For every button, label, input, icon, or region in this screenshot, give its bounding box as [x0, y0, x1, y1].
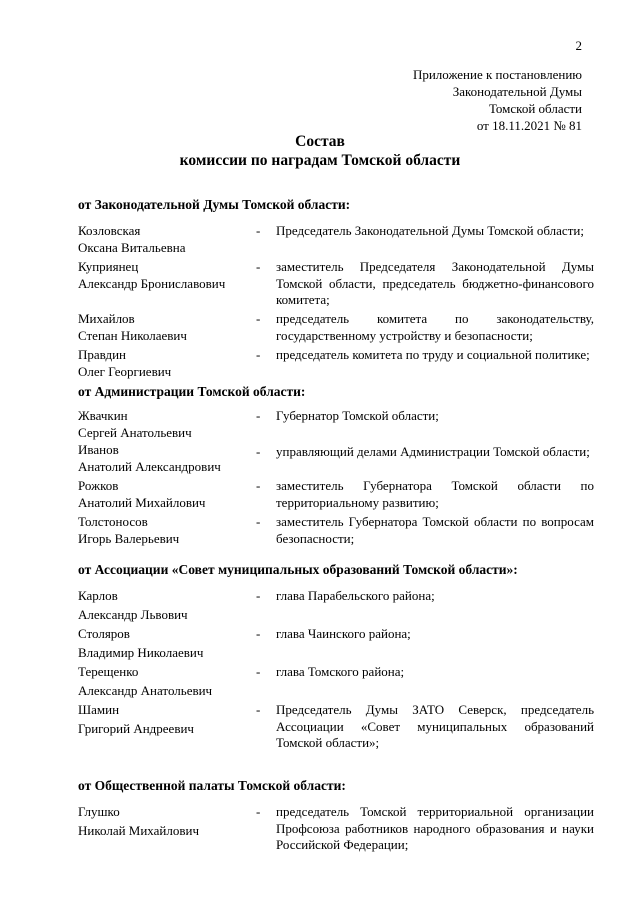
member-role: управляющий делами Администрации Томской области; [276, 444, 590, 459]
member-name: Правдин Олег Георгиевич [78, 347, 172, 379]
member-role: глава Парабельского района; [276, 588, 435, 603]
member-role: Председатель Законодательной Думы Томской области; [276, 223, 584, 238]
dash: - [256, 702, 261, 717]
member-role: председатель Томской территориальной организации Профсоюза работников народного образования и науки Российской Федерации; [276, 804, 594, 853]
dash: - [256, 347, 261, 362]
member-name: Рожков Анатолий Михайлович [78, 478, 206, 510]
section-legislative-duma [78, 196, 598, 383]
member-row [78, 626, 598, 664]
member-row [78, 347, 598, 383]
member-role: Губернатор Томской области; [276, 408, 439, 423]
dash: - [256, 444, 261, 459]
approval-line: Приложение к постановлению [412, 67, 582, 82]
member-row [78, 311, 598, 347]
member-name: Терещенко Александр Анатольевич [78, 664, 213, 698]
dash: - [256, 664, 261, 679]
member-row [78, 442, 598, 478]
dash: - [256, 626, 261, 641]
approval-line: Томской области [488, 101, 582, 116]
member-row [78, 664, 598, 702]
dash: - [256, 259, 261, 274]
dash: - [256, 408, 261, 423]
section-public-chamber [78, 777, 598, 856]
member-row [78, 223, 598, 259]
document-title [0, 132, 640, 170]
section-heading: от Ассоциации «Совет муниципальных образований Томской области»: [78, 562, 518, 577]
section-association [78, 561, 598, 754]
member-role: глава Чаинского района; [276, 626, 411, 641]
member-row [78, 588, 598, 626]
member-row [78, 408, 598, 442]
member-row [78, 259, 598, 311]
member-name: Толстоносов Игорь Валерьевич [78, 514, 180, 546]
member-row [78, 702, 598, 754]
member-name: Глушко Николай Михайлович [78, 804, 199, 838]
page-number: 2 [575, 38, 582, 53]
section-heading: от Администрации Томской области: [78, 384, 306, 399]
dash: - [256, 514, 261, 529]
section-heading: от Законодательной Думы Томской области: [78, 197, 351, 212]
member-name: Иванов Анатолий Александрович [78, 442, 221, 474]
member-row [78, 478, 598, 514]
member-role: председатель комитета по законодательству, государственному устройству и безопасности; [276, 311, 594, 343]
title-line: Состав [295, 133, 345, 150]
approval-line: от 18.11.2021 № 81 [476, 118, 582, 133]
member-row [78, 514, 598, 550]
section-heading: от Общественной палаты Томской области: [78, 778, 346, 793]
section-administration [78, 383, 598, 550]
member-name: Жвачкин Сергей Анатольевич [78, 408, 192, 440]
dash: - [256, 223, 261, 238]
member-role: заместитель Губернатора Томской области по территориальному развитию; [276, 478, 594, 510]
dash: - [256, 804, 261, 819]
approval-block [413, 66, 582, 134]
member-name: Карлов Александр Львович [78, 588, 188, 622]
dash: - [256, 588, 261, 603]
member-name: Куприянец Александр Брониславович [78, 259, 226, 291]
member-row [78, 804, 598, 856]
member-name: Столяров Владимир Николаевич [78, 626, 204, 660]
dash: - [256, 311, 261, 326]
dash: - [256, 478, 261, 493]
member-name: Шамин Григорий Андреевич [78, 702, 194, 736]
member-role: председатель комитета по труду и социальной политике; [276, 347, 590, 362]
member-role: глава Томского района; [276, 664, 405, 679]
title-line: комиссии по наградам Томской области [179, 152, 461, 169]
member-role: заместитель Председателя Законодательной Думы Томской области, председатель бюджетно-финансового комитета; [276, 259, 594, 308]
approval-line: Законодательной Думы [452, 84, 582, 99]
member-name: Михайлов Степан Николаевич [78, 311, 187, 343]
member-name: Козловская Оксана Витальевна [78, 223, 186, 255]
member-role: Председатель Думы ЗАТО Северск, председатель Ассоциации «Совет муниципальных образований Томской области»; [276, 702, 594, 751]
member-role: заместитель Губернатора Томской области по вопросам безопасности; [276, 514, 594, 546]
